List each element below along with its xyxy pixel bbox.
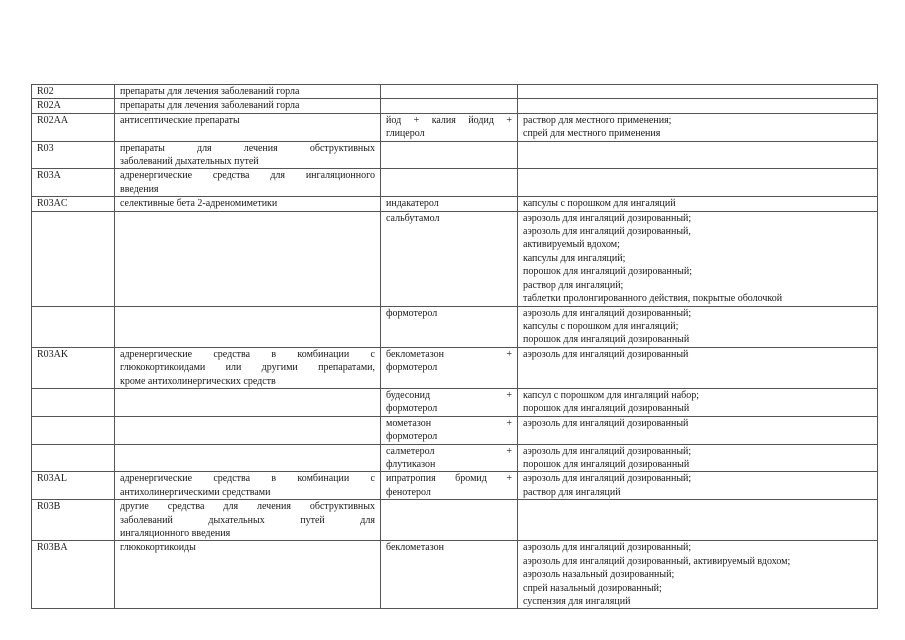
table-row <box>32 85 878 99</box>
dosage-form-cell <box>518 306 878 347</box>
atc-code: R03B <box>37 501 61 513</box>
dosage-form-cell <box>518 416 878 444</box>
atc-code-cell <box>32 211 115 306</box>
atc-code-cell <box>32 500 115 541</box>
anatomical-group-line: адренергические средства в комбинации с <box>120 473 375 485</box>
atc-code-cell <box>32 347 115 388</box>
drug-name-cell <box>381 85 518 99</box>
anatomical-group-cell <box>115 472 381 500</box>
atc-code-cell <box>32 388 115 416</box>
dosage-form-cell <box>518 388 878 416</box>
drug-name-line: салметерол + <box>386 445 512 457</box>
atc-code: R03AC <box>37 198 68 210</box>
drug-name-cell <box>381 388 518 416</box>
anatomical-group-cell <box>115 211 381 306</box>
anatomical-group-line: препараты для лечения заболеваний горла <box>120 100 300 112</box>
anatomical-group-line: глюкокортикоидами или другими препаратами, <box>120 362 375 374</box>
anatomical-group-line: адренергические средства для ингаляционного <box>120 170 375 182</box>
atc-code-cell <box>32 141 115 169</box>
drug-name-line: фенотерол <box>386 486 431 498</box>
drug-name-cell <box>381 306 518 347</box>
atc-code-cell <box>32 416 115 444</box>
dosage-form-line: суспензия для ингаляций <box>523 596 631 608</box>
drug-name-line: формотерол <box>386 431 438 443</box>
dosage-form-line: капсулы с порошком для ингаляций; <box>523 320 679 332</box>
dosage-form-line: порошок для ингаляций дозированный <box>523 403 690 415</box>
atc-code-cell <box>32 197 115 211</box>
dosage-form-line: порошок для ингаляций дозированный; <box>523 266 693 278</box>
dosage-form-cell <box>518 541 878 609</box>
atc-code-cell <box>32 113 115 141</box>
dosage-form-line: капсулы с порошком для ингаляций <box>523 198 676 210</box>
anatomical-group-line: селективные бета 2-адреномиметики <box>120 198 278 210</box>
atc-code-cell <box>32 99 115 113</box>
drug-name-cell <box>381 500 518 541</box>
anatomical-group-cell <box>115 541 381 609</box>
table-row <box>32 99 878 113</box>
dosage-form-line: раствор для ингаляций; <box>523 279 624 291</box>
dosage-form-line: аэрозоль для ингаляций дозированный, <box>523 226 691 238</box>
table-row <box>32 211 878 306</box>
dosage-form-line: порошок для ингаляций дозированный <box>523 334 690 346</box>
drug-name-cell <box>381 211 518 306</box>
dosage-form-cell <box>518 169 878 197</box>
anatomical-group-cell <box>115 197 381 211</box>
atc-code: R03 <box>37 142 54 154</box>
drug-name-cell <box>381 99 518 113</box>
dosage-form-line: раствор для местного применения; <box>523 114 672 126</box>
dosage-form-line: капсул с порошком для ингаляций набор; <box>523 389 700 401</box>
table-body <box>32 85 878 609</box>
table-row <box>32 113 878 141</box>
drug-name-line: беклометазон + <box>386 348 512 360</box>
anatomical-group-line: препараты для лечения обструктивных <box>120 142 375 154</box>
table-row <box>32 306 878 347</box>
anatomical-group-cell <box>115 347 381 388</box>
dosage-form-cell <box>518 141 878 169</box>
anatomical-group-line: введения <box>120 183 159 195</box>
drug-classification-table <box>31 84 878 609</box>
atc-code: R03A <box>37 170 61 182</box>
anatomical-group-cell <box>115 500 381 541</box>
atc-code: R02 <box>37 86 54 97</box>
dosage-form-line: аэрозоль для ингаляций дозированный; <box>523 542 692 554</box>
atc-code-cell <box>32 541 115 609</box>
anatomical-group-line: заболеваний дыхательных путей <box>120 156 259 168</box>
atc-code-cell <box>32 444 115 472</box>
atc-code: R02A <box>37 100 61 112</box>
dosage-form-line: аэрозоль для ингаляций дозированный <box>523 417 689 429</box>
dosage-form-cell <box>518 347 878 388</box>
anatomical-group-cell <box>115 388 381 416</box>
dosage-form-line: таблетки пролонгированного действия, покрытые оболочкой <box>523 293 783 305</box>
dosage-form-line: порошок для ингаляций дозированный <box>523 458 690 470</box>
anatomical-group-cell <box>115 169 381 197</box>
anatomical-group-cell <box>115 416 381 444</box>
atc-code: R03AL <box>37 473 67 485</box>
table-row <box>32 541 878 609</box>
drug-name-cell <box>381 444 518 472</box>
table-row <box>32 444 878 472</box>
drug-name-line: флутиказон <box>386 458 436 470</box>
drug-name-line: ипратропия бромид + <box>386 473 512 485</box>
table-row <box>32 347 878 388</box>
dosage-form-cell <box>518 500 878 541</box>
dosage-form-cell <box>518 211 878 306</box>
drug-name-cell <box>381 169 518 197</box>
dosage-form-line: аэрозоль для ингаляций дозированный; <box>523 445 692 457</box>
drug-name-cell <box>381 141 518 169</box>
anatomical-group-cell <box>115 99 381 113</box>
anatomical-group-line: кроме антихолинергических средств <box>120 375 276 387</box>
table-row <box>32 197 878 211</box>
dosage-form-cell <box>518 99 878 113</box>
dosage-form-line: спрей назальный дозированный; <box>523 582 662 594</box>
dosage-form-line: капсулы для ингаляций; <box>523 252 626 264</box>
dosage-form-line: аэрозоль для ингаляций дозированный; <box>523 473 692 485</box>
atc-code: R02AA <box>37 114 69 126</box>
anatomical-group-line: антисептические препараты <box>120 114 240 126</box>
dosage-form-cell <box>518 197 878 211</box>
dosage-form-line: аэрозоль для ингаляций дозированный; <box>523 307 692 319</box>
dosage-form-cell <box>518 113 878 141</box>
atc-code-cell <box>32 85 115 99</box>
drug-name-line: беклометазон <box>386 542 444 554</box>
drug-name-line: глицерол <box>386 128 425 140</box>
anatomical-group-cell <box>115 85 381 99</box>
table-row <box>32 169 878 197</box>
drug-name-line: индакатерол <box>386 198 439 210</box>
table-row <box>32 141 878 169</box>
dosage-form-line: аэрозоль для ингаляций дозированный <box>523 348 689 360</box>
drug-name-line: сальбутамол <box>386 212 440 224</box>
anatomical-group-cell <box>115 444 381 472</box>
anatomical-group-cell <box>115 113 381 141</box>
drug-name-line: будесонид + <box>386 389 512 401</box>
drug-name-cell <box>381 347 518 388</box>
dosage-form-line: спрей для местного применения <box>523 128 661 140</box>
drug-name-cell <box>381 197 518 211</box>
dosage-form-line: аэрозоль для ингаляций дозированный, активируемый вдохом; <box>523 555 791 567</box>
drug-name-cell <box>381 541 518 609</box>
dosage-form-line: активируемый вдохом; <box>523 239 620 251</box>
dosage-form-cell <box>518 85 878 99</box>
anatomical-group-line: препараты для лечения заболеваний горла <box>120 86 300 97</box>
dosage-form-line: аэрозоль назальный дозированный; <box>523 569 675 581</box>
anatomical-group-line: заболеваний дыхательных путей для <box>120 514 375 526</box>
drug-name-line: формотерол <box>386 403 438 415</box>
table-row <box>32 388 878 416</box>
anatomical-group-line: ингаляционного введения <box>120 528 231 539</box>
drug-name-line: йод + калия йодид + <box>386 114 512 126</box>
dosage-form-cell <box>518 444 878 472</box>
atc-code-cell <box>32 169 115 197</box>
drug-name-line: мометазон + <box>386 417 512 429</box>
drug-name-cell <box>381 472 518 500</box>
atc-code: R03AK <box>37 348 69 360</box>
anatomical-group-line: антихолинергическими средствами <box>120 486 271 498</box>
anatomical-group-line: адренергические средства в комбинации с <box>120 348 375 360</box>
atc-code-cell <box>32 306 115 347</box>
table-row <box>32 472 878 500</box>
drug-name-cell <box>381 113 518 141</box>
dosage-form-line: раствор для ингаляций <box>523 486 621 498</box>
anatomical-group-line: глюкокортикоиды <box>120 542 196 554</box>
anatomical-group-cell <box>115 306 381 347</box>
drug-name-cell <box>381 416 518 444</box>
dosage-form-line: аэрозоль для ингаляций дозированный; <box>523 212 692 224</box>
atc-code-cell <box>32 472 115 500</box>
dosage-form-cell <box>518 472 878 500</box>
table-row <box>32 416 878 444</box>
table-row <box>32 500 878 541</box>
anatomical-group-cell <box>115 141 381 169</box>
drug-name-line: формотерол <box>386 362 438 374</box>
atc-code: R03BA <box>37 542 68 554</box>
drug-name-line: формотерол <box>386 307 438 319</box>
anatomical-group-line: другие средства для лечения обструктивных <box>120 501 375 513</box>
